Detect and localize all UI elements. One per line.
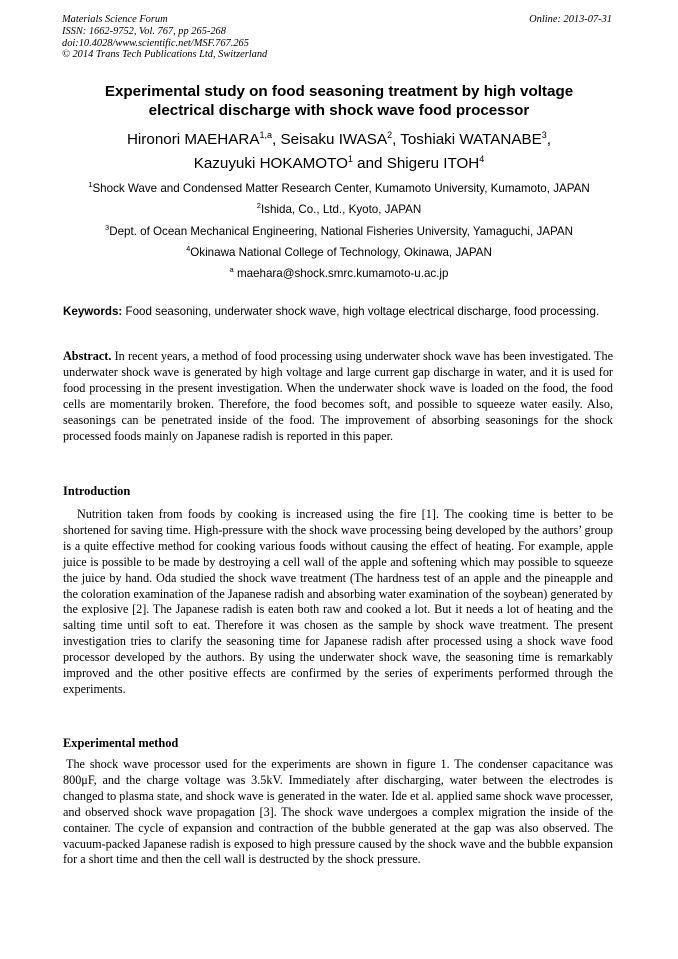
abstract-label: Abstract. — [63, 349, 112, 363]
author-line-1 — [60, 128, 618, 152]
affiliation-list — [60, 178, 618, 284]
affiliation-text: Okinawa National College of Technology, Okinawa, JAPAN — [190, 245, 492, 259]
email-item — [60, 263, 618, 284]
author-name: Hironori MAEHARA — [126, 131, 260, 148]
affiliation-sup: 1 — [88, 180, 93, 189]
title-line-2: electrical discharge with shock wave food processor — [148, 102, 530, 119]
author-line-2 — [60, 152, 618, 176]
author-name: Toshiaki WATANABE — [400, 131, 542, 148]
author-sup: 4 — [479, 154, 485, 164]
keywords-section — [63, 304, 613, 319]
author-sup: 1,a — [259, 130, 272, 140]
affiliation-text: Dept. of Ocean Mechanical Engineering, National Fisheries University, Yamaguchi, JAPAN — [109, 224, 573, 238]
copyright-line: © 2014 Trans Tech Publications Ltd, Switzerland — [62, 49, 268, 61]
affiliation-text: Shock Wave and Condensed Matter Research Center, Kumamoto University, Kumamoto, JAPAN — [92, 182, 590, 195]
email-sup: a — [229, 265, 234, 275]
method-text: The shock wave processor used for the experiments are shown in figure 1. The condenser capacitance was 800μF, and the charge voltage was 3.5kV. Immediately after discharging, water between the electrodes is changed to plasma state, and shock wave is generated in the water. Ide et al. applied same shock wave processer, and observed shock wave propagation [3]. The shock wave undergoes a complex migration the inside of the container. The cycle of expansion and contraction of the bubble generated at the gap was also observed. The vacuum-packed Japanese radish is exposed to high pressure caused by the shock wave and the bubble expansion for a short time and then the cell wall is destructed by the shock pressure. — [63, 757, 613, 867]
affiliation-sup: 3 — [105, 222, 110, 232]
affiliation-item — [60, 199, 618, 220]
author-name: Seisaku IWASA — [280, 131, 388, 148]
author-sup: 3 — [541, 130, 547, 140]
journal-header — [62, 14, 267, 61]
author-sep: , — [271, 131, 281, 148]
affiliation-item — [60, 178, 618, 199]
affiliation-item — [60, 242, 618, 263]
affiliation-sup: 2 — [256, 201, 261, 211]
author-sep: , — [392, 131, 401, 148]
title-line-1: Experimental study on food seasoning treatment by high voltage — [104, 83, 574, 100]
method-heading: Experimental method — [63, 736, 179, 750]
email-link[interactable]: maehara@shock.smrc.kumamoto-u.ac.jp — [236, 267, 449, 281]
introduction-heading: Introduction — [63, 484, 131, 498]
journal-name: Materials Science Forum — [62, 14, 168, 25]
author-list — [60, 128, 618, 176]
abstract-text: In recent years, a method of food processing using underwater shock wave has been investigated. The underwater shock wave is generated by high voltage and large current gap discharge in water, and it is used for food processing in the present investigation. When the underwater shock wave is loaded on the food, the food cells are momentarily broken. Therefore, the food becomes soft, and possible to squeeze water easily. Also, seasonings can be penetrated inside of the food. The improvement of absorbing seasonings for the shock processed foods mainly on Japanese radish is reported in this paper. — [63, 349, 614, 443]
author-name: Shigeru ITOH — [386, 155, 480, 172]
abstract-section — [63, 349, 613, 444]
affiliation-text: Ishida, Co., Ltd., Kyoto, JAPAN — [260, 203, 422, 217]
affiliation-sup: 4 — [186, 243, 191, 253]
author-sup: 2 — [387, 130, 393, 140]
keywords-label: Keywords: — [63, 305, 123, 318]
issn-line: ISSN: 1662-9752, Vol. 767, pp 265-268 — [62, 25, 226, 37]
paper-title — [60, 82, 618, 120]
author-sep: , — [546, 131, 552, 148]
doi-line[interactable]: doi:10.4028/www.scientific.net/MSF.767.265 — [62, 37, 249, 49]
author-name: Kazuyuki HOKAMOTO — [193, 155, 348, 172]
author-sep: and — [352, 155, 387, 172]
introduction-text: Nutrition taken from foods by cooking is increased using the fire [1]. The cooking time is better to be shortened for saving time. High-pressure with the shock wave processing being developed by the authors’ group is a quite effective method for cooking various foods without causing the effect of heating. For example, apple juice is possible to be made by destroying a cell wall of the apple and softening which may possible to squeeze the juice by hand. Oda studied the shock wave treatment (The hardness test of an apple and the pineapple and the coloration examination of the Japanese radish and absorbing water examination of the soybean) generated by the explosive [2]. The Japanese radish is eaten both raw and cooked a lot. But it needs a lot of heating and the salting time until soft to eat. Therefore it was chosen as the sample by shock wave treatment. The present investigation tries to clarify the seasoning time for Japanese radish after processed using a shock wave food processor developed by the authors. By using the underwater shock wave, the seasoning time is remarkably improved and the other positive effects are confirmed by the series of experiments performed through the experiments. — [63, 507, 613, 696]
online-date: Online: 2013-07-31 — [529, 14, 612, 25]
keywords-text: Food seasoning, underwater shock wave, high voltage electrical discharge, food processing. — [125, 305, 600, 318]
affiliation-item — [60, 221, 618, 242]
author-sup: 1 — [347, 154, 353, 164]
